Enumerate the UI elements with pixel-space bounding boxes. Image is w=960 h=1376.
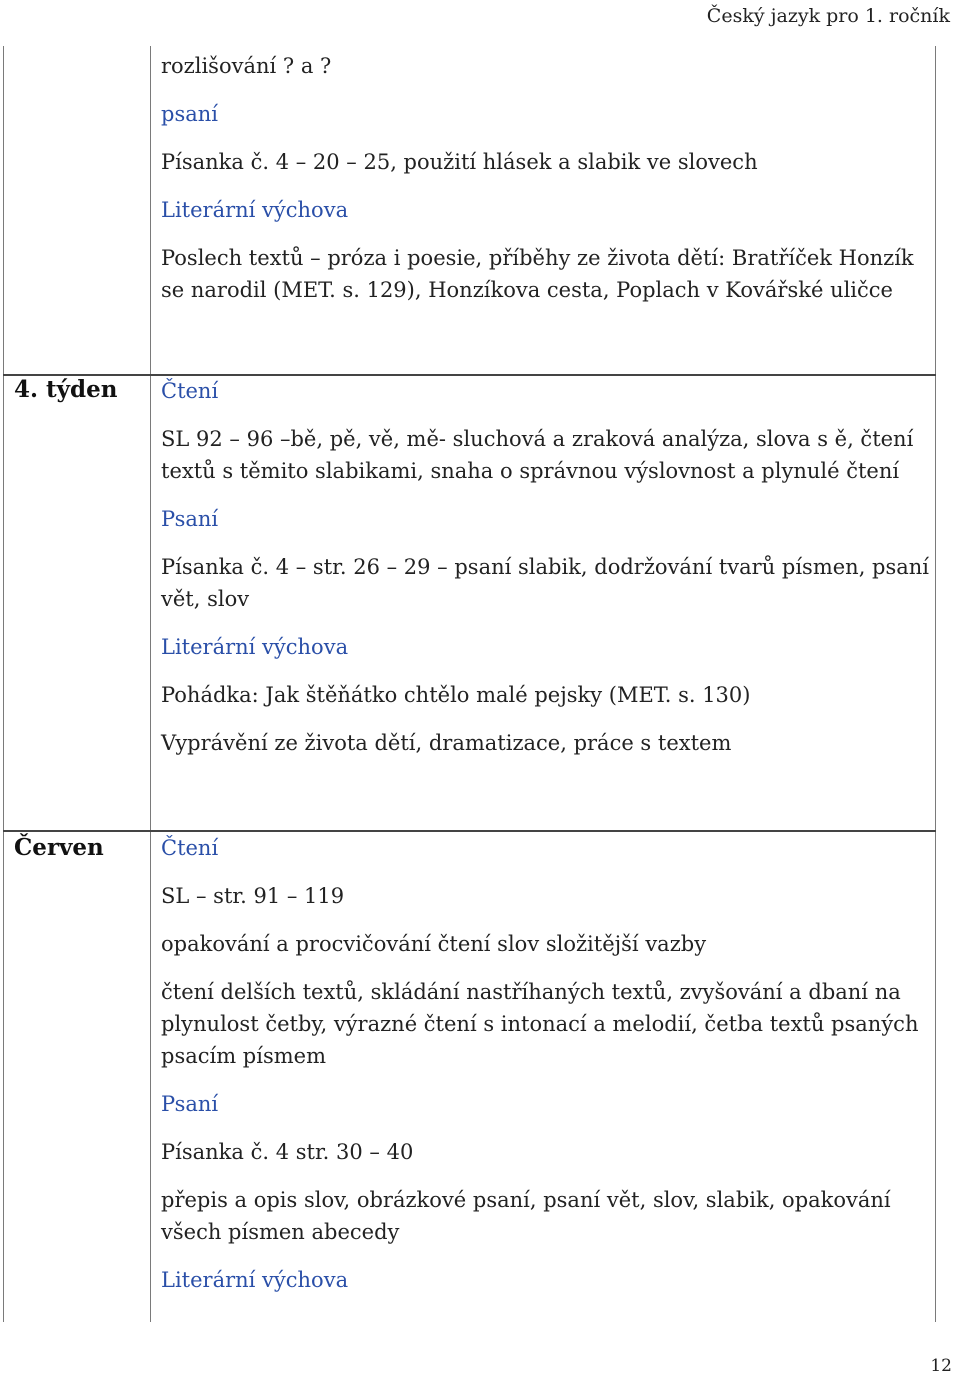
section-link-cteni[interactable]: Čtení	[161, 836, 219, 860]
page-number: 12	[930, 1356, 952, 1376]
list-item: přepis a opis slov, obrázkové psaní, psaní vět, slov, slabik, opakování všech písmen abecedy	[161, 1188, 891, 1244]
section-link-literarni-vychova[interactable]: Literární výchova	[161, 198, 349, 222]
section-week4-content	[161, 375, 931, 759]
list-item: Písanka č. 4 str. 30 – 40	[161, 1140, 414, 1164]
list-item: SL 92 – 96 –bě, pě, vě, mě- sluchová a zraková analýza, slova s ě, čtení textů s těmito slabikami, snaha o správnou výslovnost a plynulé čtení	[161, 427, 914, 483]
section-link-literarni-vychova[interactable]: Literární výchova	[161, 1268, 349, 1292]
table-border-right	[935, 46, 936, 1322]
section-link-literarni-vychova[interactable]: Literární výchova	[161, 635, 349, 659]
list-item: Písanka č. 4 – 20 – 25, použití hlásek a slabik ve slovech	[161, 150, 758, 174]
section-link-psani[interactable]: Psaní	[161, 507, 219, 531]
list-item: rozlišování ? a ?	[161, 54, 332, 78]
section-link-psani[interactable]: Psaní	[161, 1092, 219, 1116]
section-link-psani[interactable]: psaní	[161, 102, 218, 126]
page-header: Český jazyk pro 1. ročník	[706, 5, 950, 27]
list-item: opakování a procvičování čtení slov složitější vazby	[161, 932, 707, 956]
list-item: Pohádka: Jak štěňátko chtělo malé pejsky (MET. s. 130)	[161, 683, 751, 707]
row-label-june: Červen	[14, 834, 104, 861]
list-item: čtení delších textů, skládání nastříhaných textů, zvyšování a dbaní na plynulost četby, výrazné čtení s intonací a melodií, četba textů psaných psacím písmem	[161, 980, 919, 1068]
section-link-cteni[interactable]: Čtení	[161, 379, 219, 403]
list-item: Poslech textů – próza i poesie, příběhy ze života dětí: Bratříček Honzík se narodil (MET. s. 129), Honzíkova cesta, Poplach v Kovářské uličce	[161, 246, 914, 302]
row-label-week4: 4. týden	[14, 376, 118, 403]
list-item: Vyprávění ze života dětí, dramatizace, práce s textem	[161, 731, 732, 755]
section-top-content	[161, 50, 931, 306]
table-border-left	[3, 46, 4, 1322]
list-item: SL – str. 91 – 119	[161, 884, 345, 908]
section-june-content	[161, 832, 931, 1296]
table-column-divider	[150, 46, 151, 1322]
list-item: Písanka č. 4 – str. 26 – 29 – psaní slabik, dodržování tvarů písmen, psaní vět, slov	[161, 555, 930, 611]
